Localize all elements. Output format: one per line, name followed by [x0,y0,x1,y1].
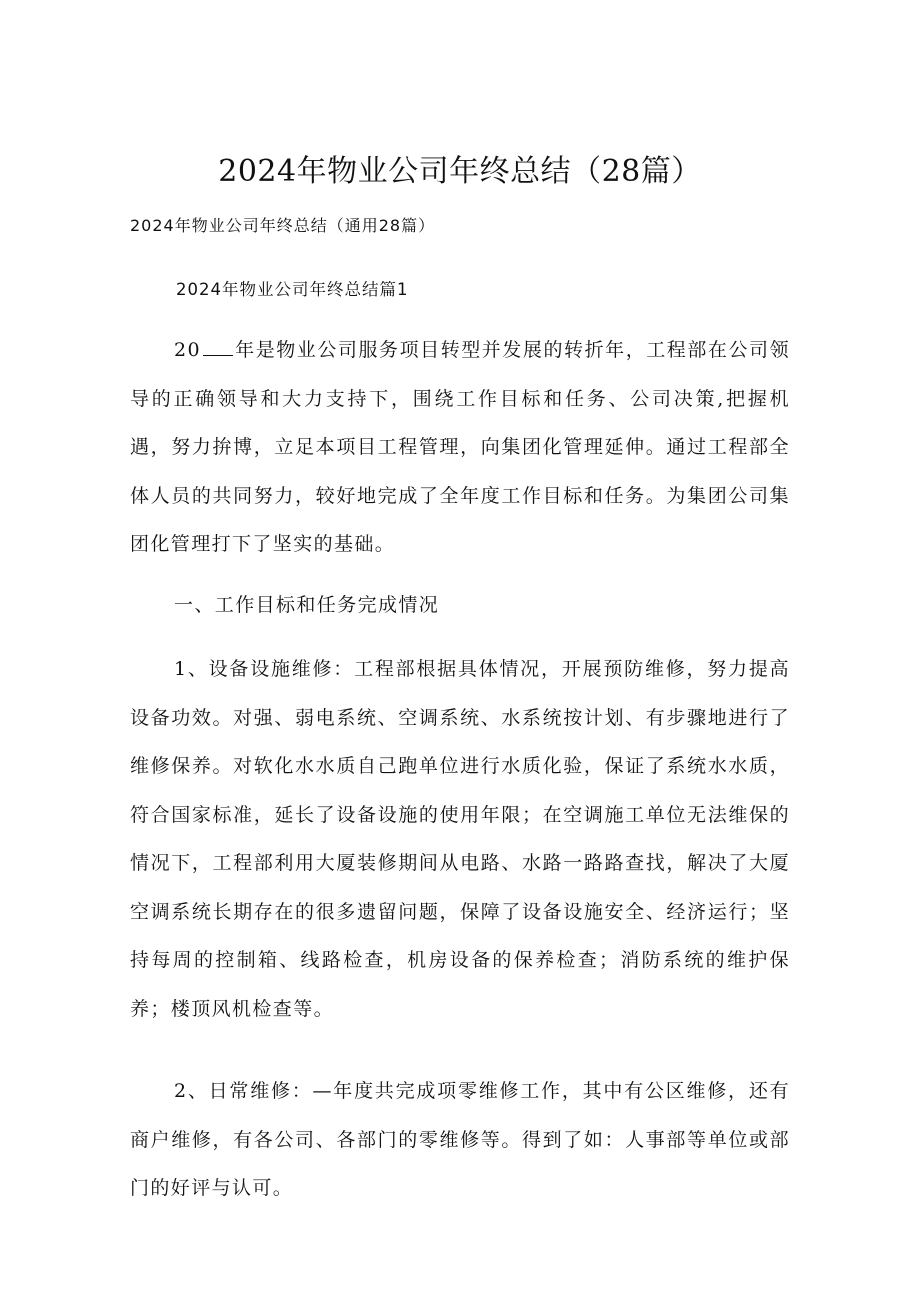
paragraph-1-body: 年是物业公司服务项目转型并发展的转折年，工程部在公司领导的正确领导和大力支持下，围绕工作目标和任务、公司决策,把握机遇，努力拚博，立足本项目工程管理，向集团化管理延伸。通过工程部全体人员的共同努力，较好地完成了全年度工作目标和任务。为集团公司集团化管理打下了坚实的基础。 [130,339,790,555]
paragraph-equipment-maintenance: 1、设备设施维修：工程部根据具体情况，开展预防维修，努力提高设备功效。对强、弱电系统、空调系统、水系统按计划、有步骤地进行了维修保养。对软化水水质自己跑单位进行水质化验，保证了系统水水质，符合国家标准，延长了设备设施的使用年限；在空调施工单位无法维保的情况下，工程部利用大厦装修期间从电路、水路一路路查找，解决了大厦空调系统长期存在的很多遗留问题，保障了设备设施安全、经济运行；坚持每周的控制箱、线路检查，机房设备的保养检查；消防系统的维护保养；楼顶风机检查等。 [130,658,790,1020]
document-subtitle: 2024年物业公司年终总结（通用28篇） [130,216,436,235]
year-prefix: 20 [174,339,201,361]
paragraph-daily-maintenance: 2、日常维修：—年度共完成项零维修工作，其中有公区维修，还有商户维修，有各公司、各部门的零维修等。得到了如：人事部等单位或部门的好评与认可。 [130,1080,790,1199]
heading-work-goals: 一、工作目标和任务完成情况 [174,594,440,616]
year-blank-underline [203,339,233,356]
paragraph-1 [130,326,790,569]
document-title: 2024年物业公司年终总结（28篇） [218,154,702,189]
section-heading: 2024年物业公司年终总结篇1 [176,280,409,299]
